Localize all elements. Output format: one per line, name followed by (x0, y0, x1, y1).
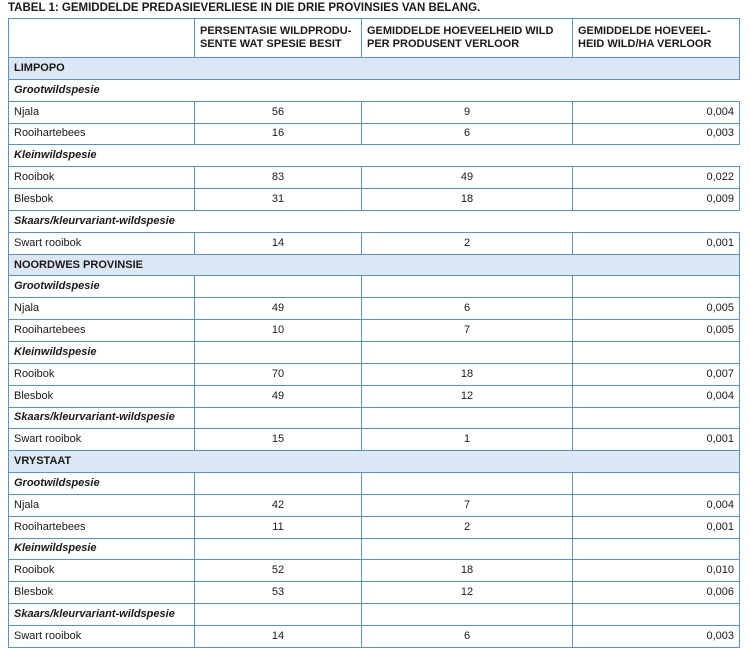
province-row (9, 58, 740, 80)
species-cell: Swart rooibok (9, 625, 195, 647)
empty-cell (195, 341, 362, 363)
table-row (9, 298, 740, 320)
percentage-cell: 11 (195, 516, 362, 538)
per-ha-cell: 0,022 (573, 167, 740, 189)
category-row (9, 210, 740, 232)
per-producer-cell: 2 (362, 232, 573, 254)
province-name: LIMPOPO (9, 58, 740, 80)
category-row (9, 341, 740, 363)
per-ha-cell: 0,003 (573, 625, 740, 647)
table-row (9, 582, 740, 604)
percentage-cell: 14 (195, 232, 362, 254)
per-ha-cell: 0,004 (573, 101, 740, 123)
per-producer-cell: 9 (362, 101, 573, 123)
empty-cell (573, 473, 740, 495)
table-row (9, 560, 740, 582)
per-ha-cell: 0,003 (573, 123, 740, 145)
empty-cell (362, 538, 573, 560)
table-row (9, 494, 740, 516)
per-ha-cell: 0,009 (573, 189, 740, 211)
category-row (9, 79, 740, 101)
category-name: Grootwildspesie (9, 79, 740, 101)
table-row (9, 516, 740, 538)
percentage-cell: 56 (195, 101, 362, 123)
species-cell: Njala (9, 298, 195, 320)
percentage-cell: 15 (195, 429, 362, 451)
percentage-cell: 53 (195, 582, 362, 604)
table-header-row (9, 19, 740, 58)
category-name: Skaars/kleurvariant-wildspesie (9, 407, 195, 429)
percentage-cell: 31 (195, 189, 362, 211)
per-producer-cell: 12 (362, 582, 573, 604)
table-row (9, 189, 740, 211)
empty-cell (362, 604, 573, 626)
province-name: NOORDWES PROVINSIE (9, 254, 740, 276)
percentage-cell: 10 (195, 320, 362, 342)
per-ha-cell: 0,005 (573, 298, 740, 320)
per-producer-cell: 1 (362, 429, 573, 451)
per-ha-cell: 0,005 (573, 320, 740, 342)
empty-cell (573, 341, 740, 363)
species-cell: Swart rooibok (9, 232, 195, 254)
header-per-ha: GEMIDDELDE HOEVEEL-HEID WILD/HA VERLOOR (573, 19, 740, 58)
per-ha-cell: 0,001 (573, 516, 740, 538)
province-row (9, 254, 740, 276)
percentage-cell: 49 (195, 298, 362, 320)
per-producer-cell: 6 (362, 298, 573, 320)
empty-cell (195, 604, 362, 626)
table-row (9, 385, 740, 407)
category-name: Kleinwildspesie (9, 341, 195, 363)
category-name: Grootwildspesie (9, 473, 195, 495)
per-ha-cell: 0,004 (573, 385, 740, 407)
category-row (9, 407, 740, 429)
table-row (9, 101, 740, 123)
category-row (9, 473, 740, 495)
table-row (9, 320, 740, 342)
category-name: Kleinwildspesie (9, 145, 740, 167)
per-producer-cell: 6 (362, 625, 573, 647)
category-row (9, 538, 740, 560)
province-row (9, 451, 740, 473)
table-row (9, 429, 740, 451)
per-producer-cell: 2 (362, 516, 573, 538)
species-cell: Rooibok (9, 167, 195, 189)
percentage-cell: 49 (195, 385, 362, 407)
per-producer-cell: 6 (362, 123, 573, 145)
empty-cell (362, 341, 573, 363)
table-body (9, 58, 740, 648)
species-cell: Rooihartebees (9, 320, 195, 342)
species-cell: Rooihartebees (9, 516, 195, 538)
species-cell: Blesbok (9, 189, 195, 211)
predation-losses-table (8, 18, 740, 648)
species-cell: Rooihartebees (9, 123, 195, 145)
table-row (9, 167, 740, 189)
per-producer-cell: 7 (362, 320, 573, 342)
per-ha-cell: 0,004 (573, 494, 740, 516)
percentage-cell: 16 (195, 123, 362, 145)
per-ha-cell: 0,001 (573, 429, 740, 451)
table-row (9, 123, 740, 145)
header-percentage: PERSENTASIE WILDPRODU-SENTE WAT SPESIE BESIT (195, 19, 362, 58)
per-producer-cell: 18 (362, 363, 573, 385)
percentage-cell: 14 (195, 625, 362, 647)
species-cell: Blesbok (9, 582, 195, 604)
per-producer-cell: 49 (362, 167, 573, 189)
empty-cell (195, 473, 362, 495)
per-producer-cell: 18 (362, 560, 573, 582)
table-row (9, 363, 740, 385)
category-name: Kleinwildspesie (9, 538, 195, 560)
per-ha-cell: 0,010 (573, 560, 740, 582)
province-name: VRYSTAAT (9, 451, 740, 473)
empty-cell (362, 276, 573, 298)
species-cell: Njala (9, 101, 195, 123)
table-row (9, 625, 740, 647)
empty-cell (573, 276, 740, 298)
empty-cell (195, 538, 362, 560)
per-ha-cell: 0,001 (573, 232, 740, 254)
header-species (9, 19, 195, 58)
table-caption: TABEL 1: GEMIDDELDE PREDASIEVERLIESE IN DIE DRIE PROVINSIES VAN BELANG. (8, 2, 481, 14)
category-name: Grootwildspesie (9, 276, 195, 298)
category-name: Skaars/kleurvariant-wildspesie (9, 210, 740, 232)
species-cell: Njala (9, 494, 195, 516)
species-cell: Swart rooibok (9, 429, 195, 451)
empty-cell (362, 473, 573, 495)
species-cell: Blesbok (9, 385, 195, 407)
empty-cell (195, 407, 362, 429)
empty-cell (573, 538, 740, 560)
category-name: Skaars/kleurvariant-wildspesie (9, 604, 195, 626)
percentage-cell: 70 (195, 363, 362, 385)
percentage-cell: 52 (195, 560, 362, 582)
per-producer-cell: 12 (362, 385, 573, 407)
per-ha-cell: 0,006 (573, 582, 740, 604)
table-row (9, 232, 740, 254)
category-row (9, 604, 740, 626)
category-row (9, 276, 740, 298)
percentage-cell: 42 (195, 494, 362, 516)
category-row (9, 145, 740, 167)
per-producer-cell: 18 (362, 189, 573, 211)
empty-cell (362, 407, 573, 429)
per-ha-cell: 0,007 (573, 363, 740, 385)
percentage-cell: 83 (195, 167, 362, 189)
empty-cell (573, 604, 740, 626)
species-cell: Rooibok (9, 363, 195, 385)
species-cell: Rooibok (9, 560, 195, 582)
per-producer-cell: 7 (362, 494, 573, 516)
empty-cell (195, 276, 362, 298)
header-per-producer: GEMIDDELDE HOEVEELHEID WILD PER PRODUSENT VERLOOR (362, 19, 573, 58)
empty-cell (573, 407, 740, 429)
